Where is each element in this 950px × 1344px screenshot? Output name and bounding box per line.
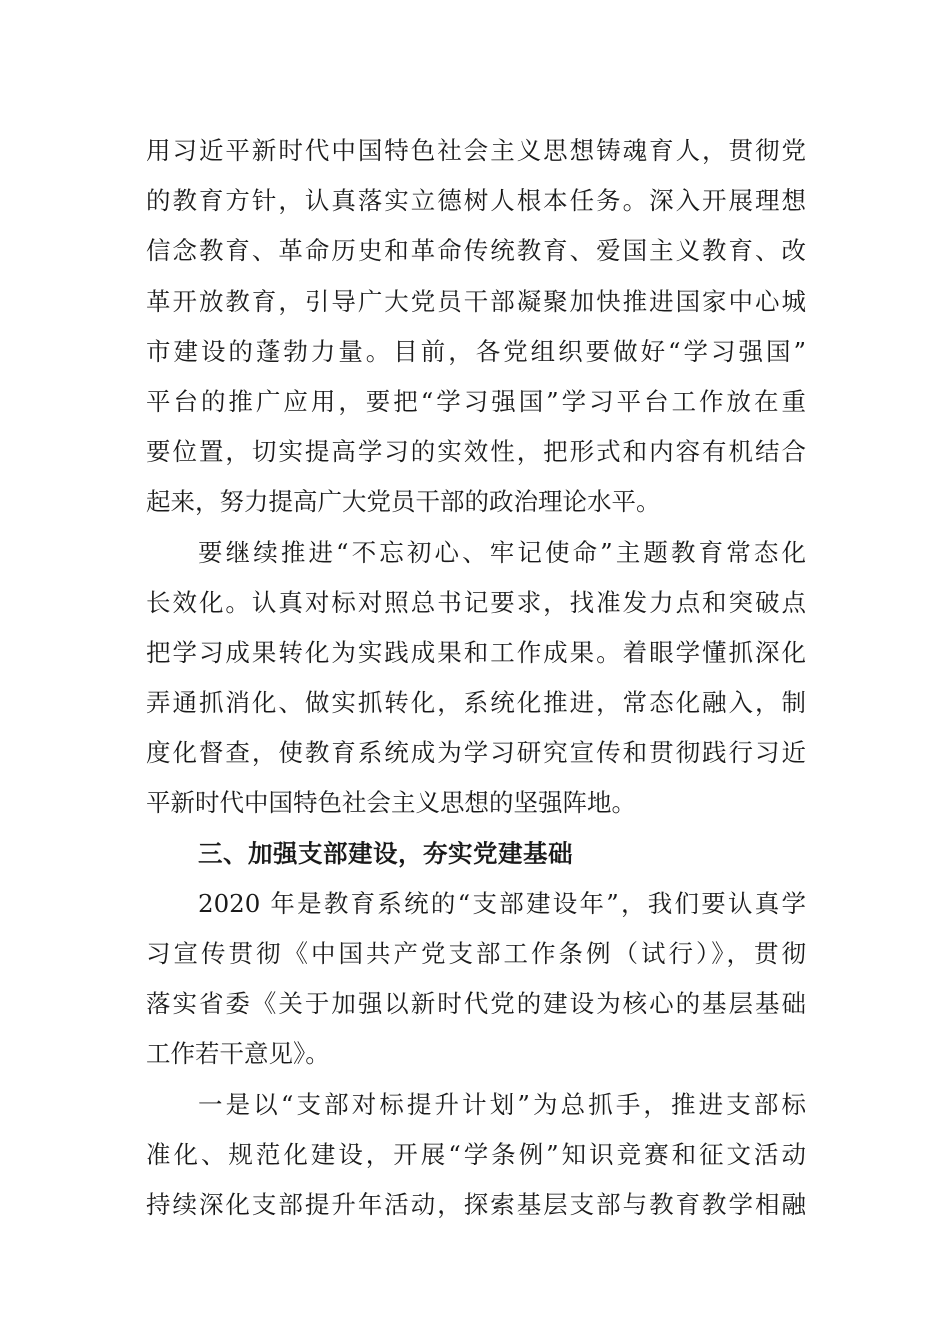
paragraph-line: 度化督查，使教育系统成为学习研究宣传和贯彻践行习近 [146, 738, 806, 768]
paragraph-line: 市建设的蓬勃力量。目前，各党组织要做好“学习强国” [146, 336, 806, 366]
section-heading: 三、加强支部建设，夯实党建基础 [198, 838, 573, 868]
paragraph-line: 持续深化支部提升年活动，探索基层支部与教育教学相融 [146, 1189, 806, 1219]
paragraph-line: 弄通抓消化、做实抓转化，系统化推进，常态化融入，制 [146, 688, 806, 718]
paragraph-line: 用习近平新时代中国特色社会主义思想铸魂育人，贯彻党 [146, 136, 806, 165]
paragraph-line: 落实省委《关于加强以新时代党的建设为核心的基层基础 [146, 989, 806, 1019]
paragraph-line: 习宣传贯彻《中国共产党支部工作条例（试行）》，贯彻 [146, 939, 806, 968]
paragraph-line: 要位置，切实提高学习的实效性，把形式和内容有机结合 [146, 437, 806, 467]
paragraph-line: 平新时代中国特色社会主义思想的坚强阵地。 [146, 788, 636, 818]
paragraph-line: 一是以“支部对标提升计划”为总抓手，推进支部标 [198, 1089, 806, 1119]
paragraph-line: 信念教育、革命历史和革命传统教育、爱国主义教育、改 [146, 236, 806, 266]
paragraph-line: 工作若干意见》。 [146, 1039, 330, 1069]
paragraph-line: 长效化。认真对标对照总书记要求，找准发力点和突破点 [146, 587, 806, 617]
paragraph-line: 要继续推进“不忘初心、牢记使命”主题教育常态化 [198, 537, 806, 567]
paragraph-line: 把学习成果转化为实践成果和工作成果。着眼学懂抓深化 [146, 637, 806, 667]
paragraph-line: 平台的推广应用，要把“学习强国”学习平台工作放在重 [146, 386, 806, 416]
paragraph-line: 准化、规范化建设，开展“学条例”知识竞赛和征文活动 [146, 1139, 806, 1169]
paragraph-line: 革开放教育，引导广大党员干部凝聚加快推进国家中心城 [146, 286, 806, 316]
document-body [146, 126, 806, 1230]
paragraph-line: 的教育方针，认真落实立德树人根本任务。深入开展理想 [146, 186, 806, 216]
paragraph-line: 起来，努力提高广大党员干部的政治理论水平。 [146, 487, 661, 517]
paragraph-line: 2020 年是教育系统的“支部建设年”，我们要认真学 [198, 888, 806, 918]
